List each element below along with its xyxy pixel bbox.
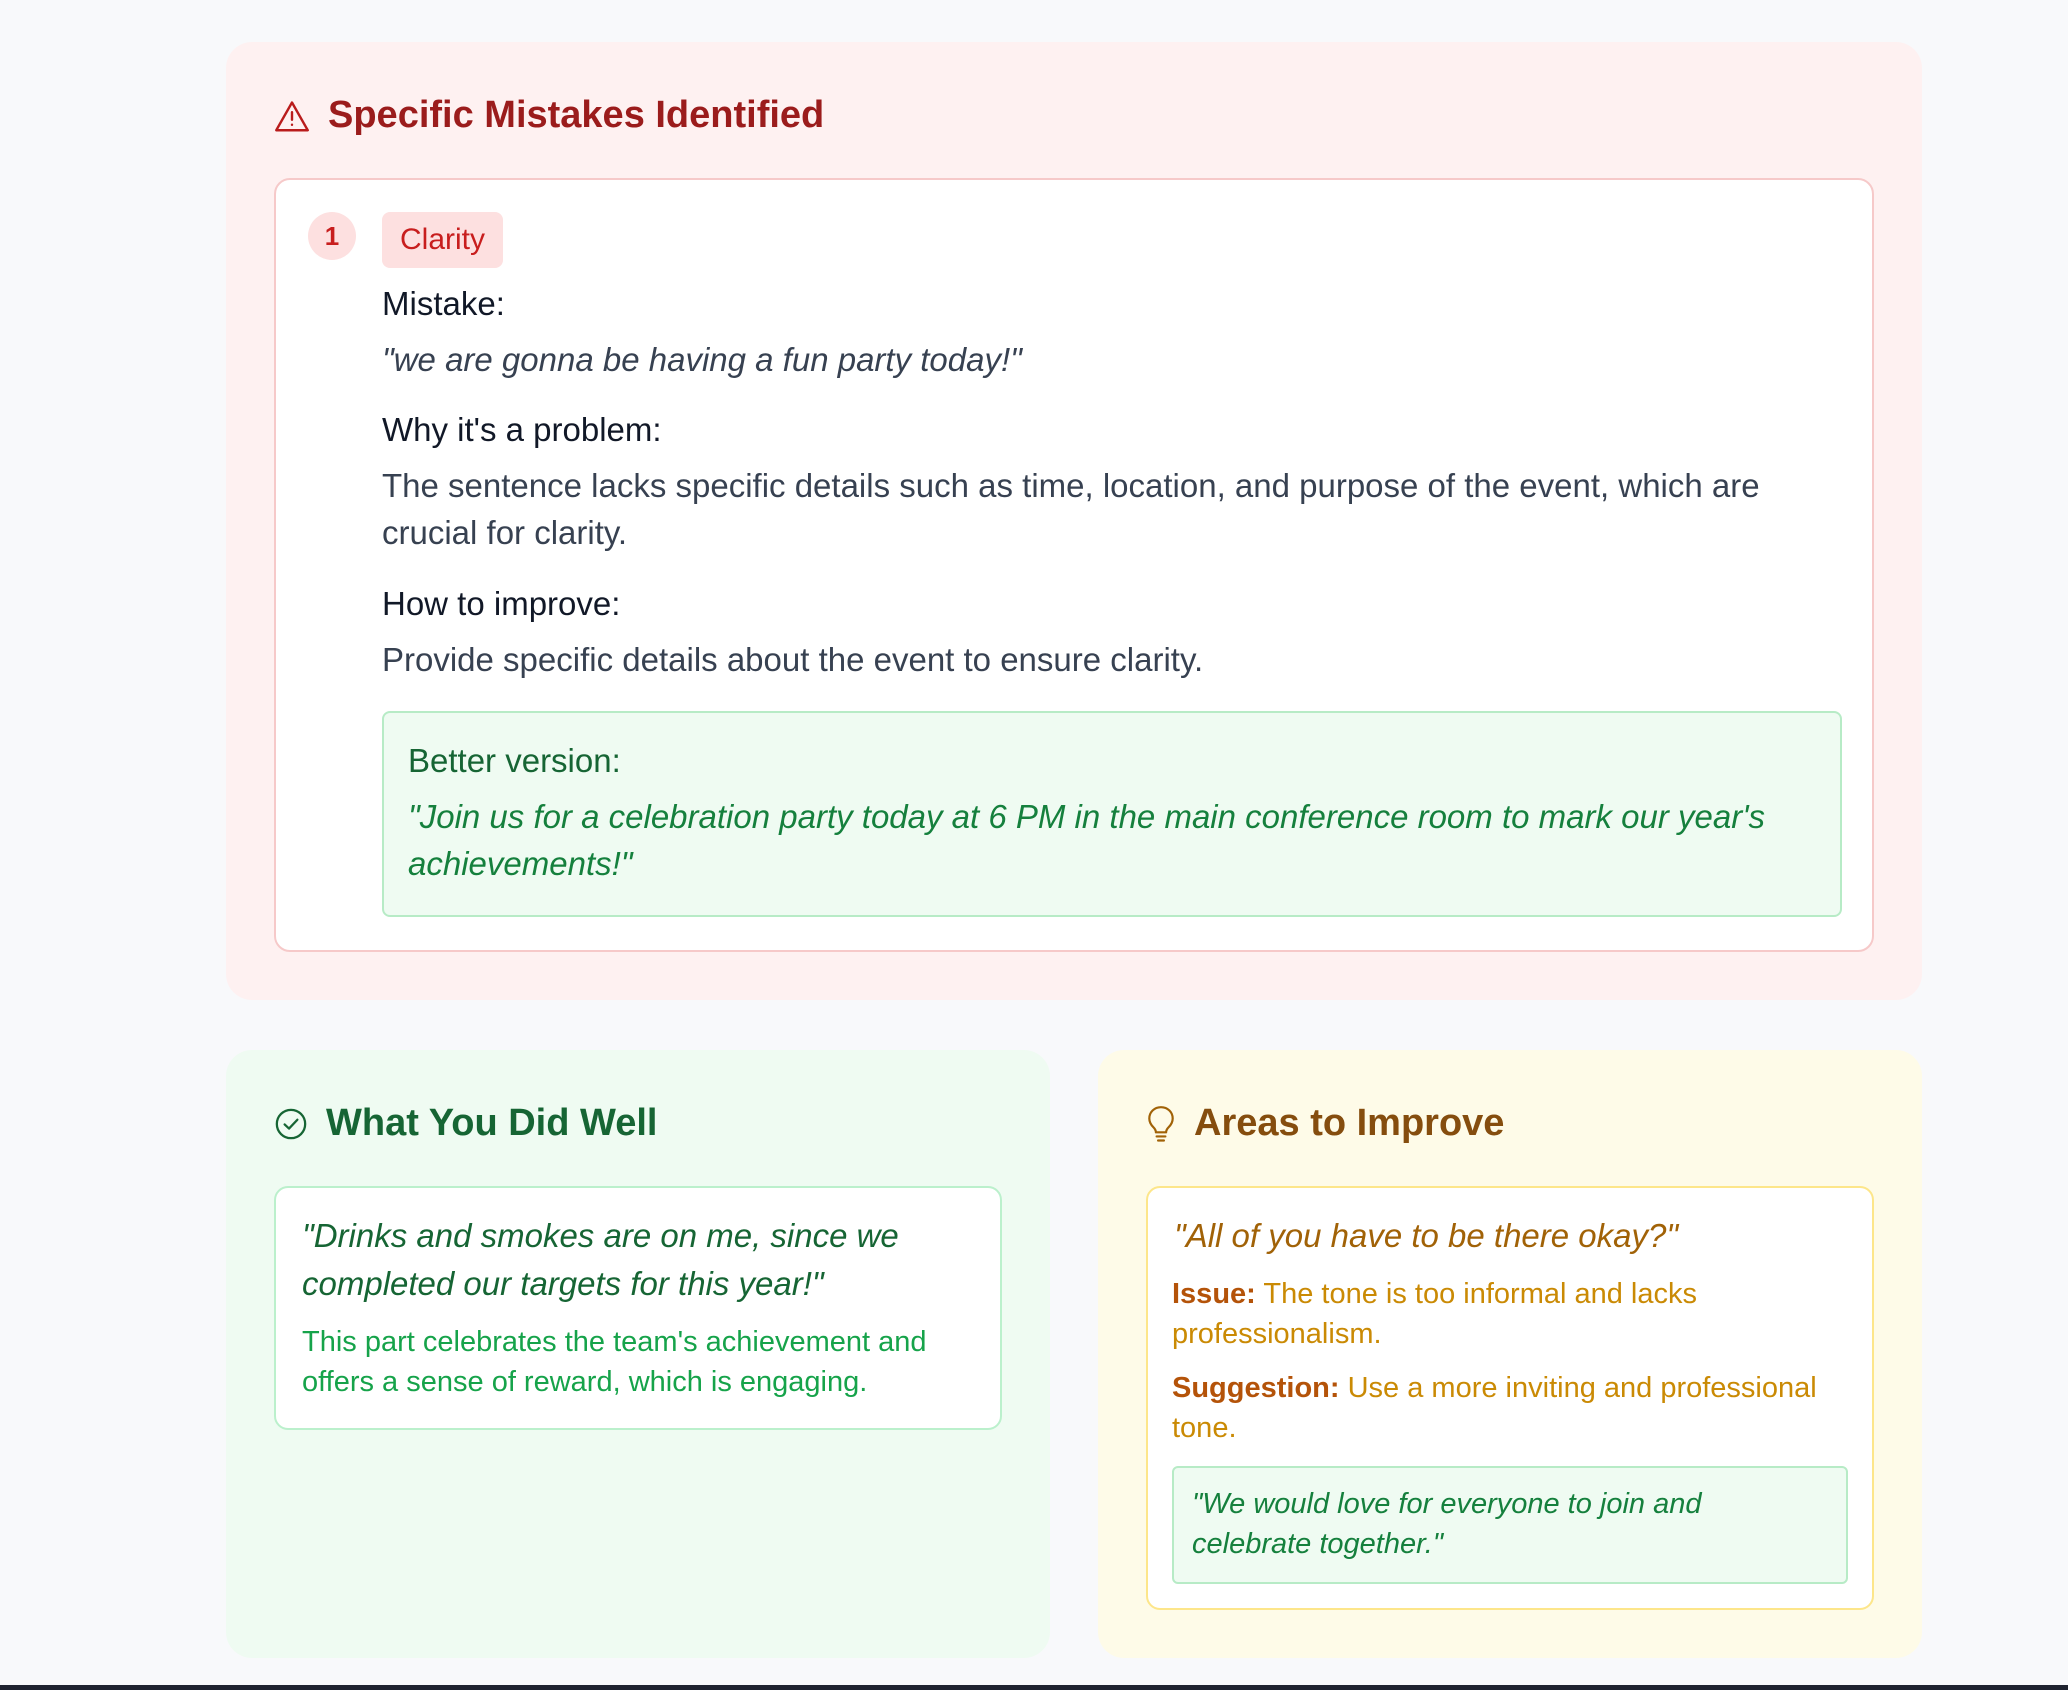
lightbulb-icon	[1146, 1105, 1176, 1143]
areas-to-improve-header	[1146, 1102, 1504, 1145]
issue-label: Issue:	[1172, 1278, 1256, 1310]
areas-to-improve-panel	[1098, 1050, 1922, 1658]
areas-to-improve-card	[1146, 1186, 1874, 1610]
mistake-number-badge: 1	[308, 212, 356, 260]
did-well-title: What You Did Well	[326, 1102, 658, 1144]
suggestion-example-box	[1172, 1466, 1848, 1584]
better-version-box	[382, 711, 1842, 917]
check-circle-icon	[274, 1107, 308, 1141]
mistake-label: Mistake:	[382, 285, 505, 322]
suggestion-label: Suggestion:	[1172, 1372, 1340, 1404]
did-well-header	[274, 1102, 657, 1145]
mistake-card	[274, 178, 1874, 952]
did-well-quote: "Drinks and smokes are on me, since we completed our targets for this year!"	[302, 1217, 899, 1302]
improve-quote: "All of you have to be there okay?"	[1174, 1217, 1679, 1254]
problem-text: The sentence lacks specific details such as time, location, and purpose of the event, which are crucial for clarity.	[382, 467, 1760, 551]
issue-text: The tone is too informal and lacks professionalism.	[1172, 1278, 1697, 1350]
improve-text: Provide specific details about the event to ensure clarity.	[382, 641, 1204, 678]
suggestion-example-text: "We would love for everyone to join and celebrate together."	[1192, 1488, 1702, 1560]
mistake-quote: "we are gonna be having a fun party today!"	[382, 341, 1022, 378]
better-version-label: Better version:	[408, 742, 621, 779]
mistakes-header	[274, 94, 824, 137]
did-well-text: This part celebrates the team's achievement and offers a sense of reward, which is engaging.	[302, 1326, 927, 1398]
suggestion-text: Use a more inviting and professional tone.	[1172, 1372, 1817, 1444]
problem-label: Why it's a problem:	[382, 411, 662, 448]
issue-line	[1172, 1274, 1848, 1354]
bottom-edge-bar	[0, 1685, 2068, 1690]
better-version-text: "Join us for a celebration party today at 6 PM in the main conference room to mark our year's achievements!"	[408, 798, 1765, 882]
improve-label: How to improve:	[382, 585, 621, 622]
mistake-body	[382, 282, 1842, 917]
mistakes-panel	[226, 42, 1922, 1000]
mistakes-title: Specific Mistakes Identified	[328, 94, 825, 136]
suggestion-line	[1172, 1368, 1848, 1448]
did-well-card	[274, 1186, 1002, 1430]
areas-to-improve-title: Areas to Improve	[1194, 1102, 1505, 1144]
warning-triangle-icon	[274, 99, 310, 133]
did-well-panel	[226, 1050, 1050, 1658]
mistake-category-badge: Clarity	[382, 212, 503, 268]
